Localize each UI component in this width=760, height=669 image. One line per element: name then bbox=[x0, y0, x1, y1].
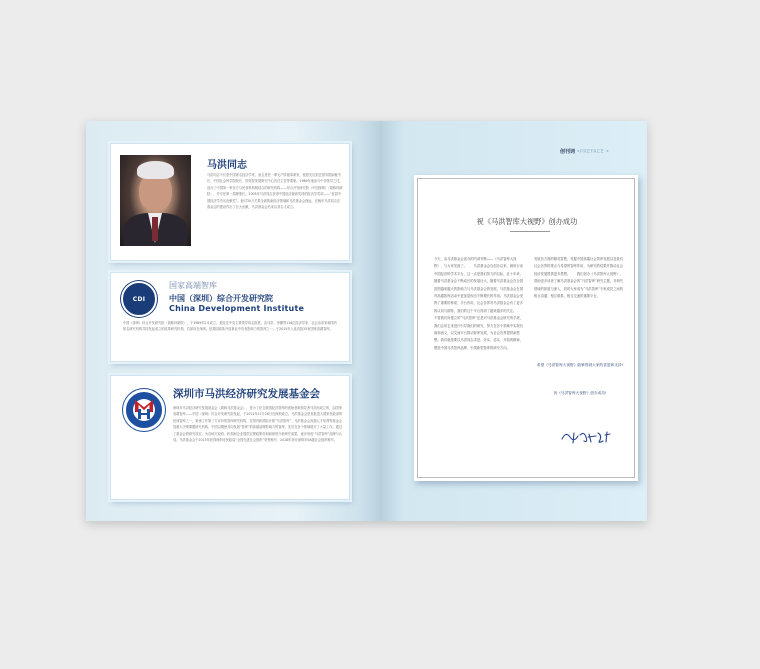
letter-thanks: 希望《马洪智库大视野》能够得到大家的喜爱和支持! bbox=[536, 363, 624, 367]
title-divider bbox=[510, 231, 550, 232]
institute-card bbox=[110, 272, 350, 362]
letter-border bbox=[417, 178, 635, 478]
preface-header: 创刊词 •PREFACE • bbox=[560, 149, 610, 155]
preface-letter bbox=[414, 175, 638, 481]
letter-wish: 祝《马洪智库大视野》创办成功! bbox=[553, 391, 607, 395]
person-card bbox=[110, 143, 350, 261]
right-page bbox=[382, 121, 647, 521]
left-page bbox=[86, 121, 382, 521]
foundation-card bbox=[110, 375, 350, 500]
institute-name-en: China Development Institute bbox=[169, 304, 305, 313]
person-text: 马洪同志不仅是中国著名经济学家，而且是老一辈无产阶级革命家，他曾先后担任国务院副秘书长、中国社会科学院院长、国务院发展研究中心首任主任等要职。1989年他参与中央领导之托，创办了中国第一家官方与民营机构相结合的研究机构——综合开发研究院（中国深圳）（简称综研院），并专任第一届理事长。2005年马洪同志获得中国经济最高奖项的经济学奖项——“首届中国经济学杰出贡献奖”。他对30万关系全面的新经济领域和马洪基金会深远，在晚年马洪同志在基金会的建设作出了巨大贡献，马洪基金会后来以其名义成立。 bbox=[207, 173, 343, 210]
magazine-spread bbox=[86, 121, 647, 521]
institute-subtitle: 国家高端智库 bbox=[169, 281, 217, 290]
cdi-logo-icon: CDI bbox=[121, 281, 157, 317]
letter-title: 祝《马洪智库大视野》创办成功 bbox=[476, 217, 578, 226]
letter-column-2: 发展各方面的精英智慧，发掘中国高端社会智库发展以及我们社会各界的观点与希望的智库作用，为研究的结果并推动社会经济发展提供更多思想。 我们创办《马洪智库大视野》，帮助更多读者了解马洪基金会的“马洪智库”研究主题，对研究领域的拓展与深入，同时大家成为“马洪智库”专家成员之间的相互沟通、相互联系、相互交流的重要平台。 bbox=[534, 257, 624, 299]
portrait-photo bbox=[120, 155, 191, 246]
institute-name: 中国（深圳）综合开发研究院 bbox=[169, 294, 273, 303]
person-title: 马洪同志 bbox=[207, 160, 247, 171]
signature-icon bbox=[558, 427, 618, 447]
letter-column-1: 今天，由马洪基金会创办的内部刊物——《马洪智库大视野》，与大家见面了。 马洪基金会自创办以来，就用行动中国经济的学术平台，这一点是我们努力的目标，近十年来，随着马洪基金会不断成长的发展壮大，随着马洪基金会在全国范围越来越大的影响力与马洪基金会的发展，马洪基金会在国内高端智库活动中更加显现出不断增长的作用。马洪基金会发挥了重要的桥梁、平台作用，社会各界对马洪基金会有了更多的认同与期待，我们的这个平台得到了越来越多的关注。 不管我们所建立的“马洪智库”还是对马洪基金会研究的学者，我们会用它来进行引导我们的研究，努力在各个领域中实现价值和意义，以交流平台推动智库发展，为社会各界提供新思想。我们就是要以马洪同志求是、务实、忠实、开拓的精神，塑造中国马洪智库品牌，引领新型智库的研究方向。 bbox=[434, 257, 524, 350]
foundation-logo-icon bbox=[123, 389, 165, 431]
foundation-title: 深圳市马洪经济研究发展基金会 bbox=[173, 388, 320, 400]
foundation-text: 深圳市马洪经济研究发展基金会（简称马洪基金会），是为了纪念我国经济智库的创始者和领导者马洪而成立的，由国家高端智库——中国（深圳）综合开发研究院发起，于2011年11月26日在深圳成立。马洪基金会是首批进入国家民政部的民间智库之一，秉承工作第三方评价的智库研究机构，在国内和国际开展“马洪智库”，马洪基金会高端人才培养等基金会同重大决策课题研究机构，中国以期使共同发展“智库”的高端品牌影响力的智库。先后在各个领域展开了大量工作。通过了基金会的研究项目，为各地方政府、机构和企业提供宏观政策咨询和深度分析研究成果，逐步形成“马洪智库”品牌与认同。马洪基金会于2015年获得深圳市民政局“全国先进社会组织”荣誉称号，2018年获评深圳市5A级社会组织称号。 bbox=[173, 406, 343, 443]
institute-text: 中国（深圳）综合开发研究院（简称综研院），于1989年2月成立，是经过中央主要领导同志批准，由马洪、李灏等116位经济学家、社会活动家和国内知名研究机构共同发起成立的改革研究机构，总部设在深圳。是我国改革开放事业中具有影响力的智库之一，于2015年入选首批25家国家高端智库。 bbox=[123, 321, 337, 332]
